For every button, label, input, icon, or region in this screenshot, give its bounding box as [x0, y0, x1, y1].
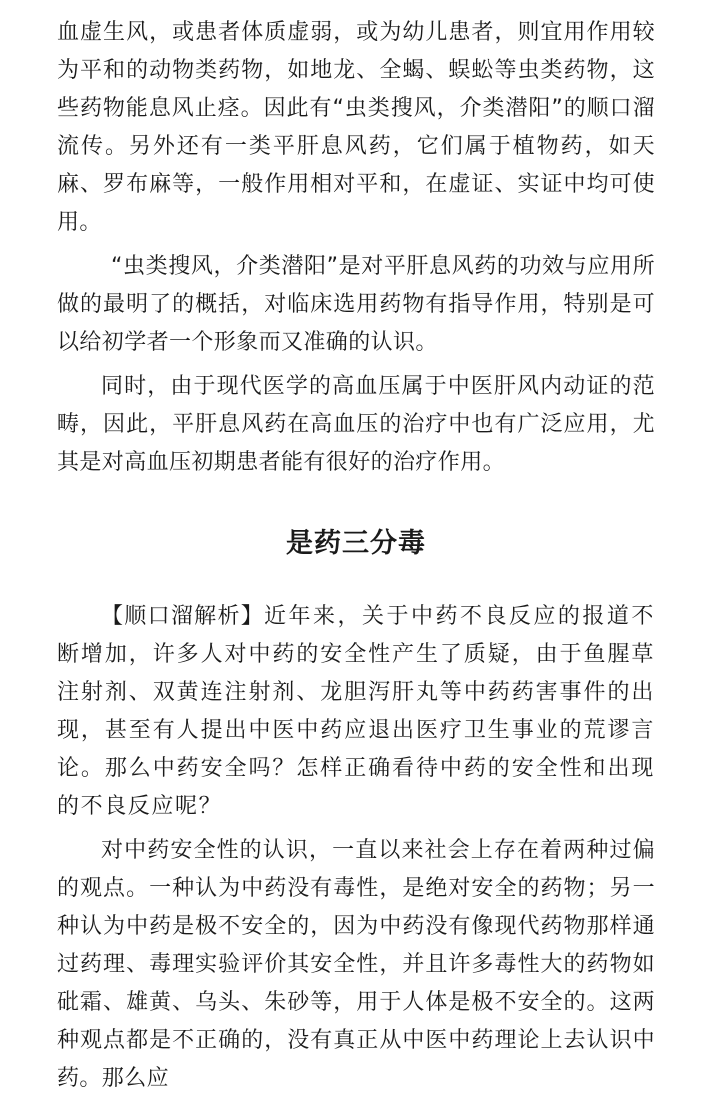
analysis-paragraph: [57, 598, 655, 826]
analysis-text: 近年来，关于中药不良反应的报道不断增加，许多人对中药的安全性产生了质疑，由于鱼腥草注射剂、双黄连注射剂、龙胆泻肝丸等中药药害事件的出现，甚至有人提出中医中药应退出医疗卫生事业的荒谬言论。那么中药安全吗？怎样正确看待中药的安全性和出现的不良反应呢？: [57, 604, 655, 819]
document-page: [57, 14, 655, 1098]
paragraph-continued: 血虚生风，或患者体质虚弱，或为幼儿患者，则宜用作用较为平和的动物类药物，如地龙、全蝎、蜈蚣等虫类药物，这些药物能息风止痉。因此有“虫类搜风，介类潜阳”的顺口溜流传。另外还有一类平肝息风药，它们属于植物药，如天麻、罗布麻等，一般作用相对平和，在虚证、实证中均可使用。: [57, 20, 655, 235]
paragraph-summary: “虫类搜风，介类潜阳”是对平肝息风药的功效与应用所做的最明了的概括，对临床选用药物有指导作用，特别是可以给初学者一个形象而又准确的认识。: [57, 254, 655, 355]
paragraph-safety-views: 对中药安全性的认识，一直以来社会上存在着两种过偏的观点。一种认为中药没有毒性，是绝对安全的药物；另一种认为中药是极不安全的，因为中药没有像现代药物那样通过药理、毒理实验评价其安全性，并且许多毒性大的药物如砒霜、雄黄、乌头、朱砂等，用于人体是极不安全的。这两种观点都是不正确的，没有真正从中医中药理论上去认识中药。那么应: [57, 838, 655, 1091]
paragraph-hypertension: 同时，由于现代医学的高血压属于中医肝风内动证的范畴，因此，平肝息风药在高血压的治疗中也有广泛应用，尤其是对高血压初期患者能有很好的治疗作用。: [57, 374, 655, 475]
analysis-tag: 【顺口溜解析】: [101, 604, 265, 629]
section-title: 是药三分毒: [286, 528, 426, 559]
